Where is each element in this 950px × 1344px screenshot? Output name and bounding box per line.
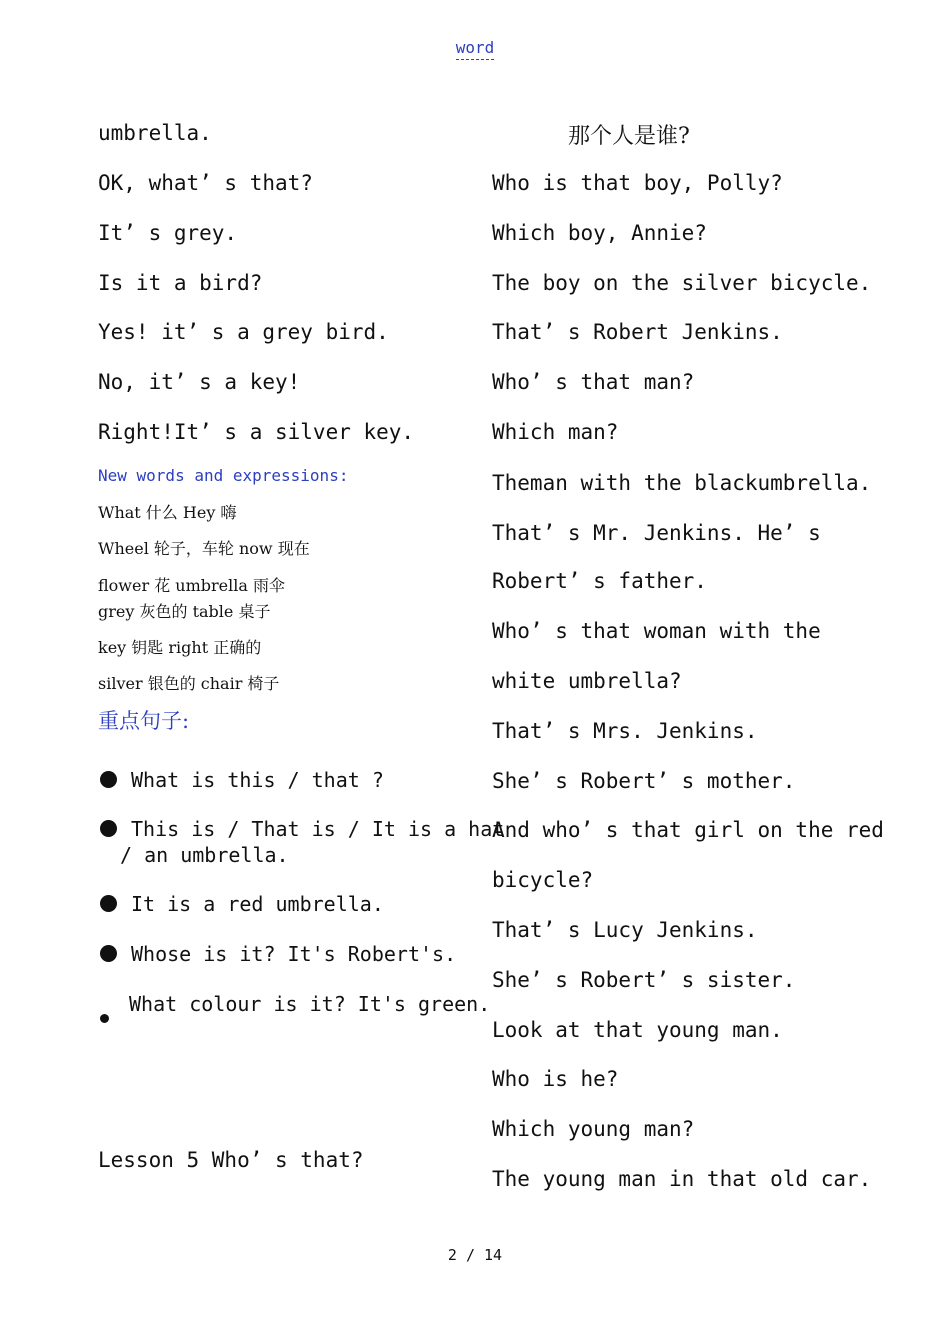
dialog-line: It’ s grey. [98, 221, 238, 245]
vocab-line: Wheel 轮子，车轮 now 现在 [98, 539, 310, 558]
text-line: That’ s Robert Jenkins. [492, 320, 783, 344]
vocab-line: key 钥匙 right 正确的 [98, 638, 262, 657]
dialog-line: umbrella. [98, 121, 212, 145]
key-sentence: Whose is it? It's Robert's. [100, 942, 456, 966]
bullet-icon [100, 895, 117, 912]
dialog-line: Yes! it’ s a grey bird. [98, 320, 389, 344]
text-line: Theman with the blackumbrella. [492, 471, 872, 495]
dialog-line: Is it a bird? [98, 271, 263, 295]
bullet-icon [100, 945, 117, 962]
key-sentence: This is / That is / It is a hat [100, 817, 504, 841]
text-line: Who’ s that man? [492, 370, 695, 394]
dialog-line: Right!It’ s a silver key. [98, 420, 415, 444]
lesson-chinese-title: 那个人是谁? [568, 124, 690, 149]
bullet-icon [100, 771, 117, 788]
header-link[interactable]: word [456, 38, 495, 60]
text-line: Look at that young man. [492, 1018, 783, 1042]
vocab-line: flower 花 umbrella 雨伞 [98, 576, 285, 595]
text-line: Who is that boy, Polly? [492, 171, 783, 195]
text-line: That’ s Lucy Jenkins. [492, 918, 758, 942]
text-line: She’ s Robert’ s mother. [492, 769, 796, 793]
key-sentence: What colour is it? It's green. [100, 992, 490, 1016]
text-line: bicycle? [492, 868, 594, 892]
text-line: That’ s Mrs. Jenkins. [492, 719, 758, 743]
text-line: Who is he? [492, 1067, 619, 1091]
dialog-line: OK, what’ s that? [98, 171, 313, 195]
page-header [0, 38, 950, 57]
key-sentence: What is this / that ? [100, 768, 384, 792]
text-line: The boy on the silver bicycle. [492, 271, 872, 295]
vocab-line: silver 银色的 chair 椅子 [98, 674, 280, 693]
vocab-title: New words and expressions: [98, 466, 349, 485]
key-sentence: It is a red umbrella. [100, 892, 384, 916]
text-line: Which man? [492, 420, 619, 444]
text-line: Who’ s that woman with the [492, 619, 821, 643]
lesson-title: Lesson 5 Who’ s that? [98, 1148, 364, 1172]
text-line: That’ s Mr. Jenkins. He’ s [492, 521, 821, 545]
bullet-icon [100, 1014, 109, 1023]
page-number: 2 / 14 [447, 1246, 503, 1264]
vocab-line: grey 灰色的 table 桌子 [98, 602, 271, 621]
bullet-icon [100, 820, 117, 837]
text-line: white umbrella? [492, 669, 682, 693]
key-sentences-title: 重点句子: [98, 709, 190, 733]
text-line: Robert’ s father. [492, 569, 707, 593]
key-sentence-continued: / an umbrella. [120, 843, 289, 867]
dialog-line: No, it’ s a key! [98, 370, 301, 394]
text-line: The young man in that old car. [492, 1167, 872, 1191]
text-line: And who’ s that girl on the red [492, 818, 884, 842]
text-line: Which boy, Annie? [492, 221, 707, 245]
vocab-line: What 什么 Hey 嗨 [98, 503, 237, 522]
text-line: She’ s Robert’ s sister. [492, 968, 796, 992]
text-line: Which young man? [492, 1117, 695, 1141]
